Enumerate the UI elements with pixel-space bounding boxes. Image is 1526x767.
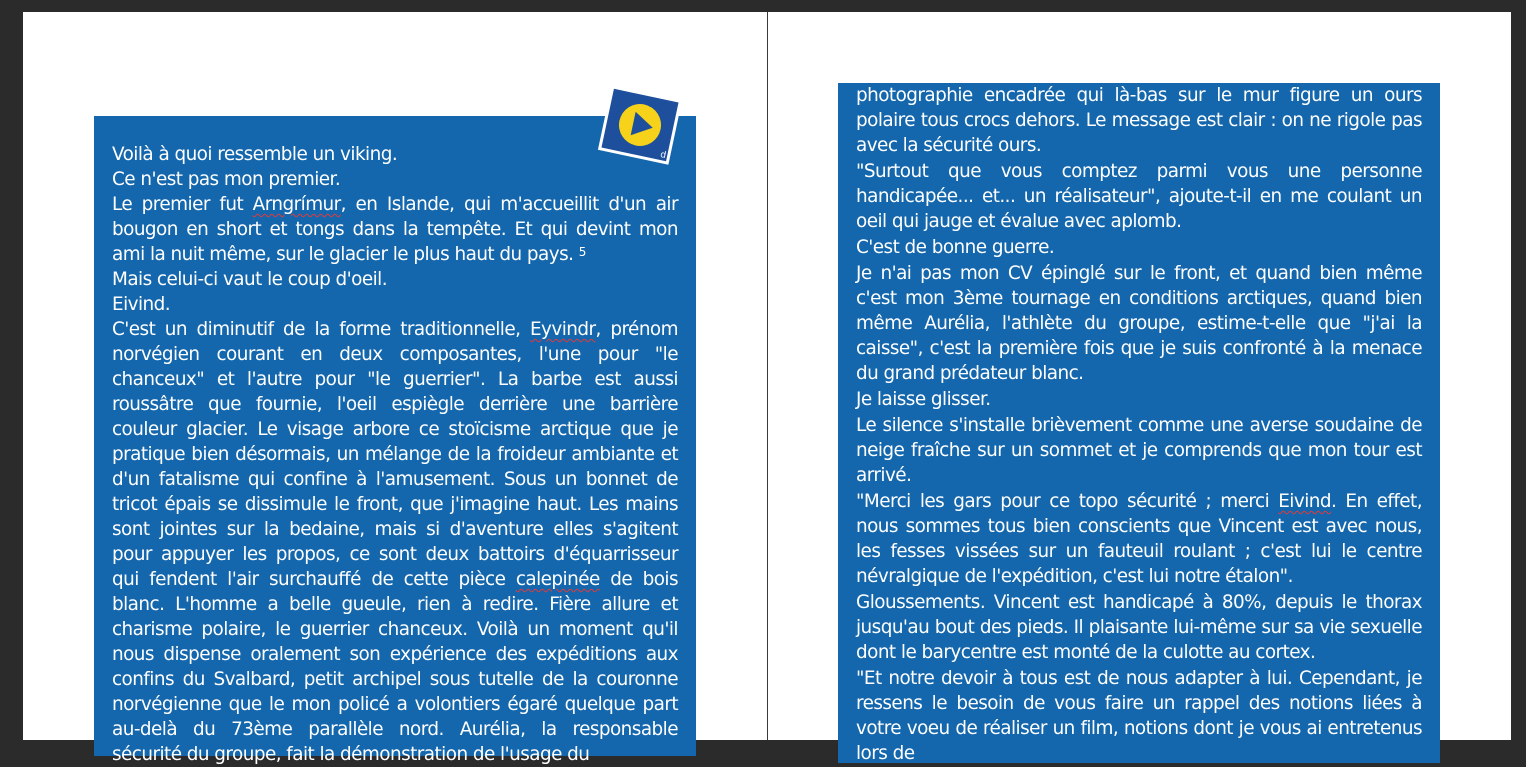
viewer-left-margin <box>0 0 23 740</box>
paragraph: C'est de bonne guerre. <box>856 237 1055 258</box>
badge-corner-label: d <box>659 149 667 161</box>
left-page <box>23 12 767 765</box>
paragraph: photographie encadrée qui là-bas sur le mur figure un ours polaire tous crocs dehors. Le message est clair : on ne rigole pas avec la sécurité ours. <box>856 85 1422 156</box>
spellcheck-word: Eivind <box>1278 491 1331 512</box>
paragraph: "Et notre devoir à tous est de nous adapter à lui. Cependant, je ressens le besoin de vous faire un rappel des notions liées à votre voeu de réaliser un film, notions dont je vous ai entretenus lors de <box>856 668 1422 764</box>
paragraph: Gloussements. Vincent est handicapé à 80%, depuis le thorax jusqu'au bout des pieds. Il plaisante lui-même sur sa vie sexuelle dont le barycentre est monté de la culotte au cortex. <box>856 592 1422 663</box>
paragraph: C'est un diminutif de la forme traditionnelle, Eyvindr, prénom norvégien courant en deux composantes, l'une pour "le chanceux" et l'autre pour "le guerrier". La barbe est aussi roussâtre que fournie, l'oeil espiègle derrière une barrière couleur glacier. Le visage arbore ce stoïcisme arctique que je pratique bien désormais, un mélange de la froideur ambiante et d'un fatalisme qui confine à l'amusement. Sous un bonnet de tricot épais se dissimule le front, que j'imagine haut. Les mains sont jointes sur la bedaine, mais si d'aventure elles s'agitent pour appuyer les propos, ce sont deux battoirs d'équarrisseur qui fendent l'air surchauffé de cette pièce calepinée de bois blanc. L'homme a belle gueule, rien à redire. Fière allure et charisme polaire, le guerrier chanceux. Voilà un moment qu'il nous dispense oralement son expérience des expéditions aux confins du Svalbard, petit archipel sous tutelle de la couronne norvégienne que le mon policé a volontiers égaré quelque part au-delà du 73ème parallèle nord. Aurélia, la responsable sécurité du groupe, fait la démonstration de l'usage du <box>112 319 678 765</box>
paragraph-with-footnote <box>112 192 678 267</box>
spellcheck-word: Arngrímur <box>252 194 341 215</box>
viewer-top-bar <box>0 0 1526 12</box>
paragraph-text: Le premier fut Arngrímur, en Islande, qui m'accueillit d'un air bougon en short et tongs dans la tempête. Et qui devint mon ami la nuit même, sur le glacier le plus haut du pays. <box>112 194 678 265</box>
right-text-box <box>838 83 1440 763</box>
paragraph: Je n'ai pas mon CV épinglé sur le front, et quand bien même c'est mon 3ème tournage en conditions arctiques, quand bien même Aurélia, l'athlète du groupe, estime-t-elle que "j'ai la caisse", c'est la première fois que je suis confronté à la menace du grand prédateur blanc. <box>856 263 1422 384</box>
paragraph: Eivind. <box>112 294 171 315</box>
paragraph: Le silence s'installe brièvement comme une averse soudaine de neige fraîche sur un sommet et je comprends que mon tour est arrivé. <box>856 415 1422 486</box>
paragraph: Voilà à quoi ressemble un viking. <box>112 144 398 165</box>
paragraph: "Merci les gars pour ce topo sécurité ; merci Eivind. En effet, nous sommes tous bien conscients que Vincent est avec nous, les fesses vissées sur un fauteuil roulant ; c'est lui le centre névralgique de l'expédition, c'est lui notre étalon". <box>856 491 1422 587</box>
spellcheck-word: calepinée <box>515 569 600 590</box>
paragraph: Ce n'est pas mon premier. <box>112 169 341 190</box>
right-page <box>768 12 1511 764</box>
paragraph: Mais celui-ci vaut le coup d'oeil. <box>112 269 388 290</box>
footnote-marker[interactable]: 5 <box>578 245 586 259</box>
viewer-right-margin <box>1511 0 1526 740</box>
left-text-box <box>94 116 696 765</box>
spellcheck-word: Eyvindr <box>529 319 596 340</box>
paragraph: Je laisse glisser. <box>856 389 991 410</box>
paragraph: "Surtout que vous comptez parmi vous une personne handicapée... et... un réalisateur", ajoute-t-il en me coulant un oeil qui jauge et évalue avec aplomb. <box>856 161 1422 232</box>
